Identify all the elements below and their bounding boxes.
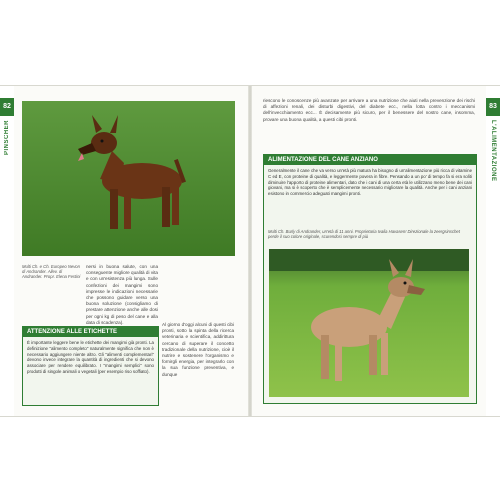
right-side-tab <box>486 86 500 416</box>
book-spread <box>0 85 500 417</box>
left-page <box>0 86 249 416</box>
photo-caption-left: Multi Ch. e Ch. Europeo Nevon di Andrander. Allev. di Andrander. Propr. Elena Festini <box>22 264 81 280</box>
page-number-right: 83 <box>486 98 500 116</box>
senior-box-text: Generalmente il cane che va verso un'età più matura ha bisogno di un'alimentazione più ricca di vitamine C ed E, con proteine di qualità, e leggermente povera in fibre. Pensando a un po' di tempo fa si era soliti diminuire l'apporto di proteine alimentari, dato che i cani di una certa età le utilizzano meno bene dei cani giovani, ma si è scoperto che è semplicemente necessario migliorare la qualità. Anche per i cani anziani esistono in commercio adeguati mangimi pronti. <box>268 168 473 197</box>
labels-box-text: È importante leggere bene le etichette dei mangimi già pronti. La definizione "alimento completo" naturalmente significa che non è necessario aggiungere niente altro. Gli "alimenti complementari" devono invece integrare la quantità di ingredienti che si devono associare per rendere equilibrato. I "mangimi semplici" sono prodotti di singole animali o vegetali (per esempio riso soffiato). <box>27 340 154 374</box>
left-column1-text: nersi in buona salute, con una conseguente migliore qualità di vita e con un'esistenza più lunga. Sulle confezioni dei mangimi sono impresse le indicazioni necessarie che possono guidare verso una buona soluzione (consigliamo di prestare attenzione anche alle dosi per ogni kg di peso del cane e alla data di scadenza). <box>86 264 158 325</box>
photo-caption-right: Multi Ch. Burly di Andrander, un'età di 11 anni. Proprietaria Ivalia Havasen! Direzionale la zeergsinschet perde il suo colore originale, scurendosi sempre di più <box>268 229 460 240</box>
senior-dog-illustration <box>269 249 469 397</box>
right-page <box>251 86 500 416</box>
dog-photo-right <box>269 249 469 397</box>
section-label-right: L'ALIMENTAZIONE <box>490 120 496 182</box>
labels-info-box <box>22 326 159 406</box>
miniature-pinscher-illustration <box>22 101 235 256</box>
page-number-left: 82 <box>0 98 14 116</box>
section-label-left: PINSCHER <box>4 120 10 156</box>
labels-box-title: ATTENZIONE ALLE ETICHETTE <box>23 327 158 337</box>
left-column2-text: Al giorno d'oggi alcuni di questi cibi pronti, sotto la spinta della ricerca veterinaria e scientifica, addirittura cercano di superare il concetto tradizionale della nutrizione, cioè il nutrire e sostenere l'organismo e fornirgli energia, per integrarlo con la sua funzione preventiva, e dunque <box>162 322 234 377</box>
senior-dog-box <box>263 154 477 404</box>
right-intro-text: riescono le conoscenze più avanzate per arrivare a una nutrizione che aiuti nella prevenzione dei rischi di affezioni renali, dei disturbi digestivi, del diabete ecc., nella lotta contro i meccanismi dell'invecchiamento ecc... È decisamente più sicuro, per il benessere del nostro cane, insomma, provare una buona qualità, a questi cibi pronti. <box>263 98 475 122</box>
dog-photo-left <box>22 101 235 256</box>
left-side-tab <box>0 86 14 416</box>
senior-box-title: ALIMENTAZIONE DEL CANE ANZIANO <box>264 155 476 165</box>
